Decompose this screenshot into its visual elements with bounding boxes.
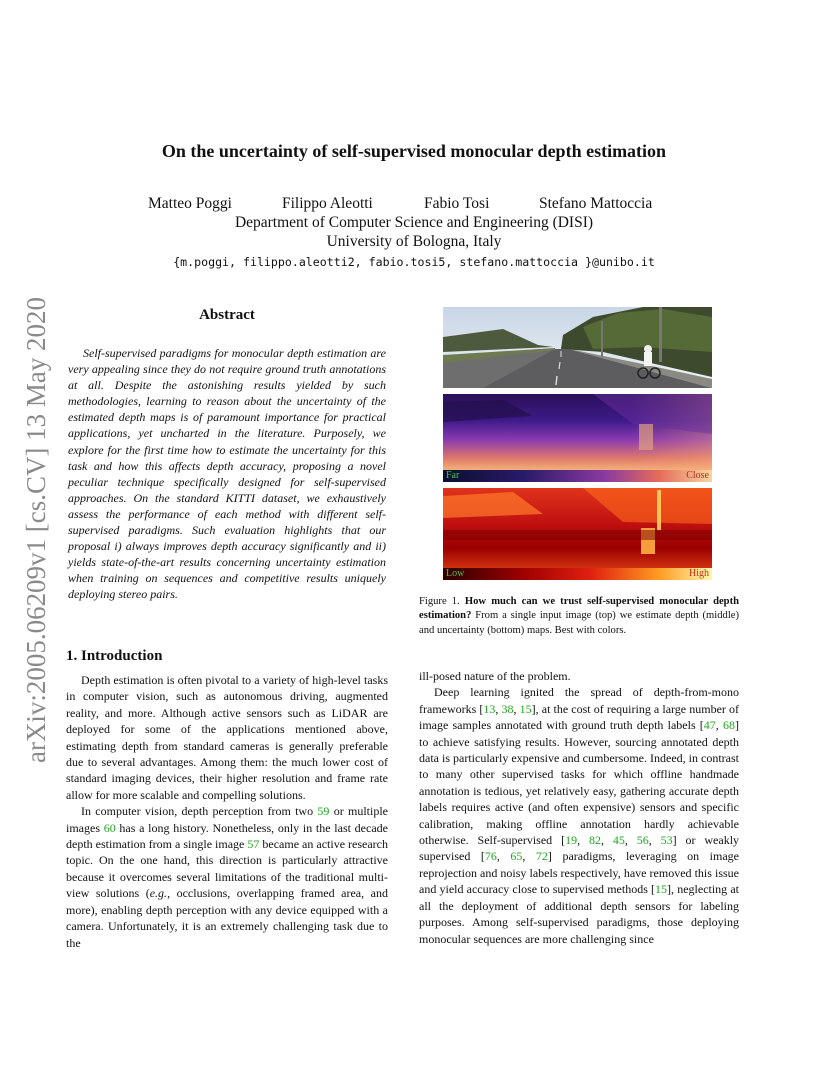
citation-link[interactable]: 38 <box>501 701 514 716</box>
citation-link[interactable]: 82 <box>588 833 601 848</box>
depth-colorbar <box>443 470 712 482</box>
caption-label: Figure 1. <box>419 596 460 607</box>
arxiv-id: arXiv:2005.06209v1 [cs.CV] 13 May 2020 <box>21 296 51 763</box>
paper-title: On the uncertainty of self-supervised monocular depth estimation <box>161 141 667 161</box>
abstract-heading: Abstract <box>199 307 255 323</box>
colorbar-label-far: Far <box>446 470 460 481</box>
author-name: Matteo Poggi <box>148 195 232 212</box>
citation-link[interactable]: 53 <box>660 833 673 848</box>
intro-right-column <box>419 668 739 947</box>
author-emails: {m.poggi, filippo.aleotti2, fabio.tosi5, stefano.mattoccia }@unibo.it <box>173 255 655 269</box>
colorbar-label-close: Close <box>686 470 709 481</box>
citation-link[interactable]: 65 <box>510 849 523 864</box>
colorbar-label-low: Low <box>446 568 465 579</box>
author-name: Filippo Aleotti <box>282 195 373 212</box>
colorbar-label-high: High <box>689 568 709 579</box>
author-name: Fabio Tosi <box>424 195 490 212</box>
affiliation: Department of Computer Science and Engineering (DISI) <box>234 214 594 231</box>
citation-link[interactable]: 15 <box>519 701 532 716</box>
depth-map-image <box>443 394 712 470</box>
citation-link[interactable]: 72 <box>535 849 548 864</box>
italic-text: e.g. <box>149 886 168 901</box>
uncertainty-map-image <box>443 488 712 568</box>
citation-link[interactable]: 15 <box>655 882 668 897</box>
caption-text: From a single input image (top) we estimate depth (middle) and uncertainty (bottom) maps. Best with colors. <box>419 610 739 636</box>
citation-link[interactable]: 76 <box>484 849 497 864</box>
figure-caption <box>419 595 739 638</box>
caption-bold: How much can we trust self-supervised monocular depth estimation? <box>419 596 739 622</box>
citation-link[interactable]: 60 <box>103 820 116 835</box>
citation-link[interactable]: 47 <box>703 718 716 733</box>
citation-link[interactable]: 57 <box>247 837 260 852</box>
university: University of Bologna, Italy <box>326 233 502 250</box>
citation-link[interactable]: 19 <box>565 833 578 848</box>
citation-link[interactable]: 45 <box>612 833 625 848</box>
abstract-text: Self-supervised paradigms for monocular depth estimation are very appealing since they do not require ground truth annotations at all. Despite the astonishing results yielded by such methodologies, learning to reason about the uncertainty of the estimated depth maps is of paramount importance for practical applications, yet uncharted in the literature. Purposely, we explore for the first time how to estimate the uncertainty for this task and how this affects depth accuracy, proposing a novel peculiar technique specifically designed for self-supervised approaches. On the standard KITTI dataset, we exhaustively assess the performance of each method with different self-supervised paradigms. Such evaluation highlights that our proposal i) always improves depth accuracy significantly and ii) yields state-of-the-art results concerning uncertainty estimation when training on sequences and competitive results uniquely deploying stereo pairs. <box>68 346 386 602</box>
figure-1 <box>443 307 712 580</box>
intro-left-column <box>66 672 388 951</box>
uncertainty-colorbar <box>443 568 712 580</box>
arxiv-stamp <box>2 293 60 763</box>
paragraph: Deep learning ignited the spread of depth-from-mono frameworks [13, 38, 15], at the cost of requiring a large number of image samples annotated with ground truth depth labels [47, 68] to achieve satisfying results. However, sourcing annotated depth data is particularly expensive and cumbersome. Indeed, in contrast to many other supervised tasks for which offline handmade annotation is tedious, yet relatively easy, gathering accurate depth labels requires active (and often expensive) sensors and specific calibration, making offline annotation hardly achievable otherwise. Self-supervised [19, 82, 45, 56, 53] or weakly supervised [76, 65, 72] paradigms, leveraging on image reprojection and noisy labels respectively, have removed this issue and yield accuracy close to supervised methods [15], neglecting at all the deployment of additional depth sensors for labeling purposes. Among self-supervised paradigms, those deploying monocular sequences are more challenging since <box>419 685 740 946</box>
author-name: Stefano Mattoccia <box>539 195 653 212</box>
citation-link[interactable]: 68 <box>723 718 735 733</box>
citation-link[interactable]: 59 <box>317 804 330 819</box>
section-heading: 1. Introduction <box>66 648 163 664</box>
paragraph: ill-posed nature of the problem. <box>419 669 571 683</box>
input-road-image <box>443 307 712 388</box>
paragraph: Depth estimation is often pivotal to a variety of high-level tasks in computer vision, such as autonomous driving, augmented reality, and more. Although active sensors such as LiDAR are deployed for some of the applications mentioned above, estimating depth from standard cameras is generally preferable due to several advantages. Among them: the much lower cost of standard imaging devices, their higher resolution and frame rate allow for more scalable and compelling solutions. <box>66 673 388 802</box>
citation-link[interactable]: 56 <box>636 833 649 848</box>
paragraph: In computer vision, depth perception from two 59 or multiple images 60 has a long history. Nonetheless, only in the last decade depth estimation from a single image 57 became an active research topic. On the one hand, this direction is particularly attractive because it overcomes several limitations of the traditional multi-view solutions (e.g., occlusions, overlapping framed area, and more), enabling depth perception with any device equipped with a camera. Unfortunately, it is an extremely challenging task due to the <box>66 804 389 950</box>
citation-link[interactable]: 13 <box>483 701 496 716</box>
